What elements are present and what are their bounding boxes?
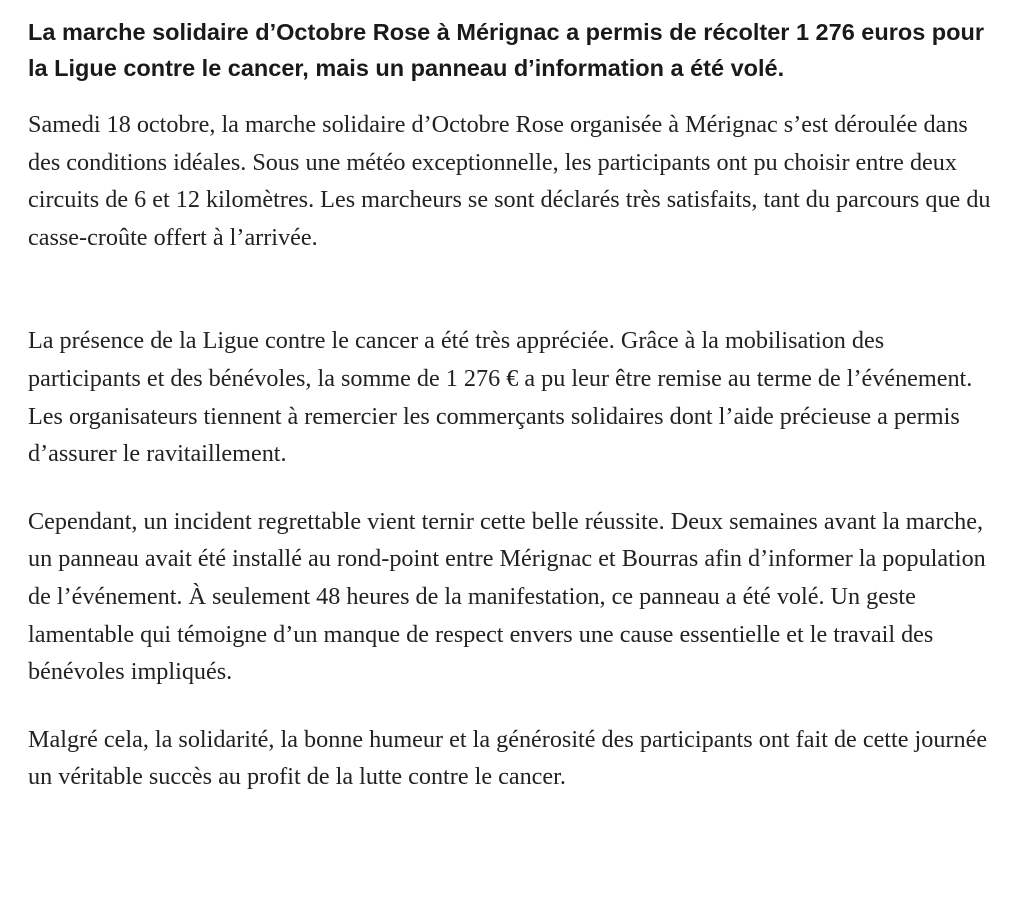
article-paragraph-2: La présence de la Ligue contre le cancer a été très appréciée. Grâce à la mobilisation des participants et des bénévoles, la somme de 1 276 € a pu leur être remise au terme de l’événement. Les organisateurs tiennent à remercier les commerçants solidaires dont l’aide précieuse a permis d’assurer le ravitaillement. [28, 327, 973, 468]
article-lede: La marche solidaire d’Octobre Rose à Mérignac a permis de récolter 1 276 euros pour la Ligue contre le cancer, mais un panneau d’information a été volé. [28, 19, 985, 81]
article [28, 14, 1003, 796]
article-paragraph-1: Samedi 18 octobre, la marche solidaire d’Octobre Rose organisée à Mérignac s’est déroulée dans des conditions idéales. Sous une météo exceptionnelle, les participants ont pu choisir entre deux circuits de 6 et 12 kilomètres. Les marcheurs se sont déclarés très satisfaits, tant du parcours que du casse-croûte offert à l’arrivée. [28, 111, 991, 251]
article-paragraph-3: Cependant, un incident regrettable vient ternir cette belle réussite. Deux semaines avant la marche, un panneau avait été installé au rond-point entre Mérignac et Bourras afin d’informer la population de l’événement. À seulement 48 heures de la manifestation, ce panneau a été volé. Un geste lamentable qui témoigne d’un manque de respect envers une cause essentielle et le travail des bénévoles impliqués. [28, 507, 986, 686]
article-paragraph-4: Malgré cela, la solidarité, la bonne humeur et la générosité des participants ont fait de cette journée un véritable succès au profit de la lutte contre le cancer. [28, 725, 988, 791]
